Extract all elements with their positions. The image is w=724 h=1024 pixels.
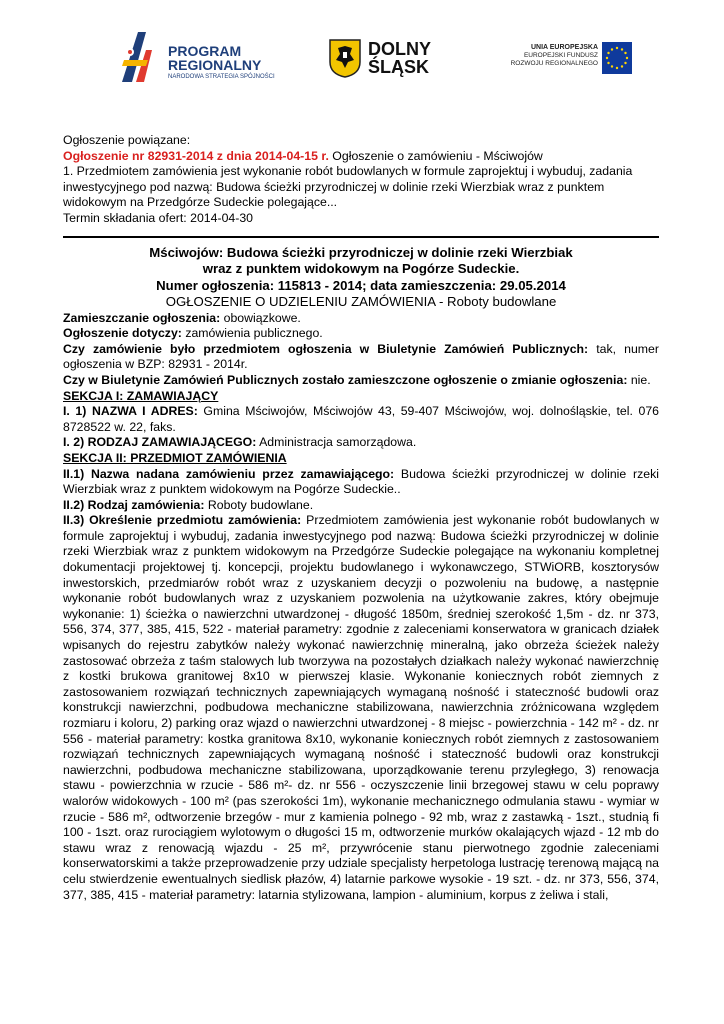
program-regionalny-subtitle: NARODOWA STRATEGIA SPÓJNOŚCI xyxy=(168,74,275,80)
field-publication: Zamieszczanie ogłoszenia: obowiązkowe. xyxy=(63,310,301,325)
divider xyxy=(63,236,659,238)
eu-caption: UNIA EUROPEJSKA EUROPEJSKI FUNDUSZ ROZWOJU REGIONALNEGO xyxy=(510,44,598,67)
field-concerns: Ogłoszenie dotyczy: zamówienia publicznego. xyxy=(63,326,323,341)
section-2-description: II.3) Określenie przedmiotu zamówienia: Przedmiotem zamówienia jest wykonanie robót budowlanych w formule zaprojektuj i wybuduj, zadania inwestycyjnego pod nazwą: Budowa ścieżki przyrodniczej w dolinie rzeki Wierzbiak wraz z punktem widokowym na Przedgórze Sudeckie polegające na wykonaniu kompletnej dokumentacji projektowej tj. koncepcji, projektu budowlanego i wykonawczego, STWiORB, kosztorysów inwestorskich, przedmiarów robót wraz z uzyskaniem decyzji o pozwoleniu na budowę, a następnie wykonanie robót budowlanych wraz z uzyskaniem pozwolenia na użytkowanie zakres, który obejmuje wykonanie: 1) ścieżka o nawierzchni utwardzonej - długość 1850m, średniej szerokość 1,5m - dz. nr 373, 556, 374, 377, 385, 415, 522 - materiał parametry: zgodnie z zaleceniami konserwatora w granicach działek wpisanych do rejestru zabytków należy wykonać nawierzchnię mineralną, jako obrzeża ścieżek należy zastosować obrzeża z taśm stalowych lub tworzywa na pozostałych działkach należy wykonać nawierzchnię z kostki brukowa granitowej 8x10 w pierwszej klasie. Wykonanie koniecznych robót ziemnych z zastosowaniem rozwiązań technicznych zapewniających wymaganą nośność i stateczność budowli oraz konstrukcji nawierzchni, podbudowa mechaniczne stabilizowana, nawierzchnia zróżnicowana względem rozmiaru i koloru, 2) parking oraz wjazd o nawierzchni utwardzonej - 8 miejsc - powierzchnia - 142 m² - dz. nr 556 - materiał parametry: kostka granitowa 8x10, wykonanie koniecznych robót ziemnych z zastosowaniem rozwiązań technicznych zapewniających wymaganą nośność i stateczność budowli oraz konstrukcji nawierzchni, podbudowa mechaniczne stabilizowana, uporządkowanie terenu przyległego, 3) renowacja stawu - powierzchnia w rzucie - 586 m²- dz. nr 556 - oczyszczenie linii brzegowej stawu w celu poprawy walorów widokowych - 100 m² (pas szerokości 1m), wykonanie mechanicznego odmulania stawu - wymiar w rzucie - 586 m², odtworzenie brzegów - mur z kamienia polnego - 92 mb, wraz z zastawką - 1szt., studnią fi 100 - 1szt. oraz rurociągiem wylotowym o długości 15 m, odtworzenie murków okalających wjazd - 12 mb do stawu wraz z renowacją wjazdu - 25 m², przywrócenie stanu pierwotnego zgodnie zaleceniami konserwatorskimi a także przeprowadzenie przy udziale specjalisty herpetologa lustrację terenową mającą na celu stwierdzenie ewentualnych siedlisk płazów, 4) latarnie parkowe wysokie - 19 szt. - dz. nr 373, 556, 374, 377, 385, 415 - materiał parametry: latarnia stylizowana, lampion - aluminium, korpus z żeliwa i stali, xyxy=(63,513,660,902)
program-regionalny-emblem-icon xyxy=(118,30,164,86)
section-2-title: SEKCJA II: PRZEDMIOT ZAMÓWIENIA xyxy=(63,450,287,465)
eu-logo xyxy=(498,30,633,86)
notice-title-line2: wraz z punktem widokowym na Pogórze Sudeckie. xyxy=(202,261,520,277)
related-summary: 1. Przedmiotem zamówienia jest wykonanie robót budowlanych w formule zaprojektuj i wybuduj, zadania inwestycyjnego pod nazwą: Budowa ścieżki przyrodniczej w dolinie rzeki Wierzbiak wraz z punktem widokowym na Przedgórze Sudeckie polegające... xyxy=(63,164,633,210)
program-regionalny-title: PROGRAM REGIONALNY xyxy=(168,43,262,73)
program-regionalny-logo xyxy=(118,30,298,86)
section-1-title: SEKCJA I: ZAMAWIAJĄCY xyxy=(63,388,219,403)
logo-bar xyxy=(0,30,724,86)
dolny-slask-logo xyxy=(328,30,448,86)
section-2-kind: II.2) Rodzaj zamówienia: Roboty budowlane. xyxy=(63,497,314,512)
section-2-name: II.1) Nazwa nadana zamówieniu przez zamawiającego: Budowa ścieżki przyrodniczej w dolinie rzeki Wierzbiak wraz z punktem widokowym na Pogórze Sudeckie.. xyxy=(63,466,659,497)
related-label: Ogłoszenie powiązane: xyxy=(63,133,191,147)
related-notice: Ogłoszenie nr 82931-2014 z dnia 2014-04-15 r. Ogłoszenie o zamówieniu - Mściwojów xyxy=(63,148,543,163)
related-deadline: Termin składania ofert: 2014-04-30 xyxy=(63,210,254,225)
field-bzp: Czy zamówienie było przedmiotem ogłoszenia w Biuletynie Zamówień Publicznych: tak, numer ogłoszenia w BZP: 82931 - 2014r. xyxy=(63,341,659,372)
document-body xyxy=(63,133,659,903)
notice-number: Numer ogłoszenia: 115813 - 2014; data zamieszczenia: 29.05.2014 xyxy=(156,277,566,293)
dolny-slask-eagle-icon xyxy=(328,38,362,78)
section-1-type: I. 2) RODZAJ ZAMAWIAJĄCEGO: Administracja samorządowa. xyxy=(63,435,417,450)
field-bzp-change: Czy w Biuletynie Zamówień Publicznych zostało zamieszczone ogłoszenie o zmianie ogłoszenia: nie. xyxy=(63,372,651,387)
notice-title-line1: Mściwojów: Budowa ścieżki przyrodniczej w dolinie rzeki Wierzbiak xyxy=(149,244,573,260)
notice-type: OGŁOSZENIE O UDZIELENIU ZAMÓWIENIA - Roboty budowlane xyxy=(165,294,557,310)
dolny-slask-title: DOLNY ŚLĄSK xyxy=(368,39,431,77)
eu-flag-icon xyxy=(602,42,632,74)
related-notice-link[interactable]: Ogłoszenie nr 82931-2014 z dnia 2014-04-15 r. xyxy=(63,148,329,163)
section-1-name-address: I. 1) NAZWA I ADRES: Gmina Mściwojów, Mściwojów 43, 59-407 Mściwojów, woj. dolnośląskie, tel. 076 8728522 w. 22, faks. xyxy=(63,404,659,434)
